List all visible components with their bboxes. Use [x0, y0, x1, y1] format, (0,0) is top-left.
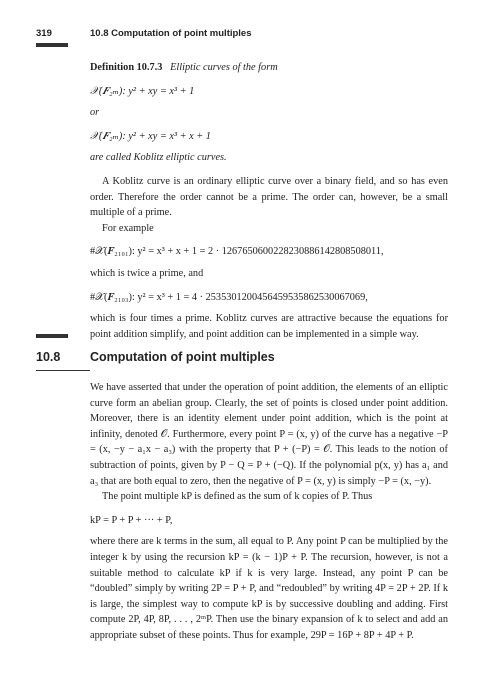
section-underline — [36, 370, 90, 371]
section-content — [90, 380, 448, 644]
definition-title: Elliptic curves of the form — [170, 62, 278, 73]
example-equation-1: #𝒳(𝑭₂₁₀₁): y² = x³ + x + 1 = 2 · 1267650600228230886142808508011, — [90, 246, 384, 258]
definition-or: or — [90, 107, 100, 119]
example-note-2: which is four times a prime. Koblitz curves are attractive because the equations for point addition simplify, and point addition can be implemented in a simple way. — [90, 313, 448, 340]
upper-content — [90, 60, 448, 342]
section-heading — [36, 350, 456, 364]
point-multiple-equation: kP = P + P + ··· + P, — [90, 514, 173, 526]
section-paragraph-2: The point multiple kP is defined as the sum of k copies of P. Thus — [102, 491, 373, 503]
page-number: 319 — [36, 28, 52, 39]
header-rule — [36, 43, 68, 47]
section-paragraph-1: We have asserted that under the operation of point addition, the elements of an elliptic curve form an abelian group. Clearly, the set of points is closed under point addition. Moreover, there is an identity element under point addition, which is the point at infinity, denoted 𝒪. Furthermore, every point P = (x, y) of the curve has a negative −P = (x, −y − a₁x − a₃) with the property that P + (−P) = 𝒪. This leads to the notion of subtraction of points, given by P − Q = P + (−Q). If the polynomial p(x, y) has a₁ and a₃ that are both equal to zero, then the negative of P = (x, y) is simply −P = (x, −y). — [90, 382, 448, 487]
definition-label: Definition 10.7.3 — [90, 62, 163, 73]
example-equation-2: #𝒳(𝑭₂₁₀₃): y² = x³ + 1 = 4 · 2535301200456459535862530067069, — [90, 291, 368, 303]
definition-heading — [90, 60, 448, 76]
example-intro: For example — [102, 222, 154, 234]
example-note-1: which is twice a prime, and — [90, 267, 204, 279]
section-title: Computation of point multiples — [90, 350, 275, 364]
running-head: 10.8 Computation of point multiples — [90, 28, 252, 39]
definition-closing: are called Koblitz elliptic curves. — [90, 152, 227, 164]
curve-equation-2: 𝒳(𝑭₂ₘ): y² + xy = x³ + x + 1 — [90, 130, 211, 142]
section-paragraph-3: where there are k terms in the sum, all equal to P. Any point P can be multiplied by the integer k by using the recursion kP = (k − 1)P + P. The recursion, however, is not a suitable method to calculate kP if k is very large. Instead, any point P can be “doubled” simply by writing 2P = P + P, and “redoubled” by writing 4P = 2P + 2P. If k is large, the simplest way to compute kP is by successive doubling and adding. First compute 2P, 4P, 8P, . . . , 2ᵐP. Then use the binary expansion of k to select and add an appropriate subset of these points. Thus for example, 29P = 16P + 8P + 4P + P. — [90, 536, 448, 641]
section-rule — [36, 334, 68, 338]
section-number: 10.8 — [36, 350, 61, 364]
curve-equation-1: 𝒳(𝑭₂ₘ): y² + xy = x³ + 1 — [90, 85, 195, 97]
koblitz-paragraph: A Koblitz curve is an ordinary elliptic curve over a binary field, and so has even order. Therefore the order cannot be a prime. The order can, however, be a small multiple of a prime. — [90, 175, 448, 219]
